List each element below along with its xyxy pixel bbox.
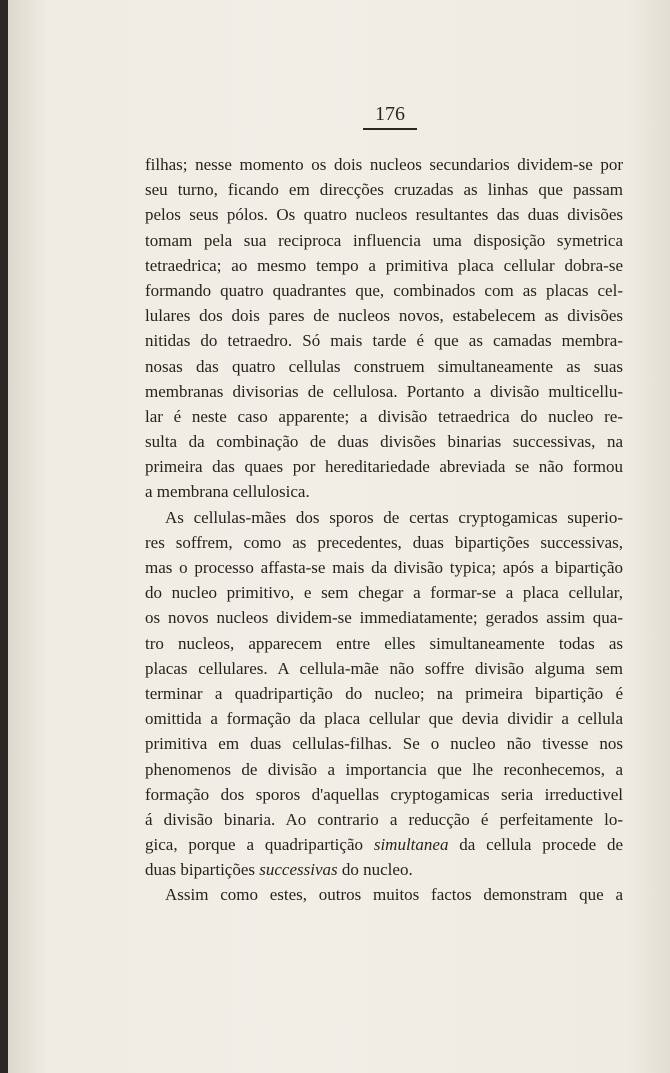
text-line: á divisão binaria. Ao contrario a reducção é perfeitamente lo- [145,809,623,829]
text-line: tetraedrica; ao mesmo tempo a primitiva placa cellular dobra-se [145,255,623,275]
text-line: lar é neste caso apparente; a divisão tetraedrica do nucleo re- [145,406,623,426]
text-line: nosas das quatro cellulas construem simultaneamente as suas [145,356,623,376]
italic-term: successivas [259,860,338,880]
text-line: sulta da combinação de duas divisões binarias successivas, na [145,432,623,452]
text-line: do nucleo primitivo, e sem chegar a formar-se a placa cellular, [145,583,623,603]
page-binding-edge [0,0,8,1073]
text-line: lulares dos dois pares de nucleos novos, estabelecem as divisões [145,306,623,326]
text-line: formação dos sporos d'aquellas cryptogamicas seria irreductivel [145,784,623,804]
text-line: seu turno, ficando em direcções cruzadas as linhas que passam [145,180,623,200]
text-segment: da cellula procede de [448,835,623,855]
text-line: terminar a quadripartição do nucleo; na primeira bipartição é [145,683,623,703]
text-line: formando quatro quadrantes que, combinados com as placas cel- [145,280,623,300]
text-line [145,857,623,882]
italic-term: simultanea [373,835,449,855]
text-line: As cellulas-mães dos sporos de certas cryptogamicas superio- [165,507,623,527]
text-segment: duas bipartições [145,860,260,880]
text-line: pelos seus pólos. Os quatro nucleos resultantes das duas divisões [145,205,623,225]
text-line: tomam pela sua reciproca influencia uma disposição symetrica [145,230,623,250]
page-number: 176 [375,103,405,125]
text-line: tro nucleos, apparecem entre elles simultaneamente todas as [145,633,623,653]
text-line: res soffrem, como as precedentes, duas bipartições successivas, [145,532,623,552]
text-line: mas o processo affasta-se mais da divisão typica; após a bipartição [145,558,623,577]
text-line: phenomenos de divisão a importancia que lhe reconhecemos, a [145,759,623,779]
body-text [145,152,623,908]
text-line: Assim como estes, outros muitos factos demonstram que a [165,885,623,905]
text-line [145,832,623,857]
text-line: os novos nucleos dividem-se immediatamente; gerados assim qua- [145,608,623,628]
page-number-rule [363,128,417,130]
text-line: membranas divisorias de cellulosa. Portanto a divisão multicellu- [145,381,623,401]
text-line: primitiva em duas cellulas-filhas. Se o nucleo não tivesse nos [145,734,623,754]
text-line: filhas; nesse momento os dois nucleos secundarios dividem-se por [145,155,623,174]
text-segment: gica, porque a quadripartição [145,835,374,855]
text-segment: do nucleo. [337,860,413,880]
text-line: primeira das quaes por hereditariedade abreviada se não formou [145,457,623,477]
text-line: placas cellulares. A cellula-mãe não soffre divisão alguma sem [145,658,623,678]
text-line: omittida a formação da placa cellular que devia dividir a cellula [145,709,623,729]
text-line: nitidas do tetraedro. Só mais tarde é que as camadas membra- [145,331,623,351]
text-line: a membrana cellulosica. [145,482,310,502]
